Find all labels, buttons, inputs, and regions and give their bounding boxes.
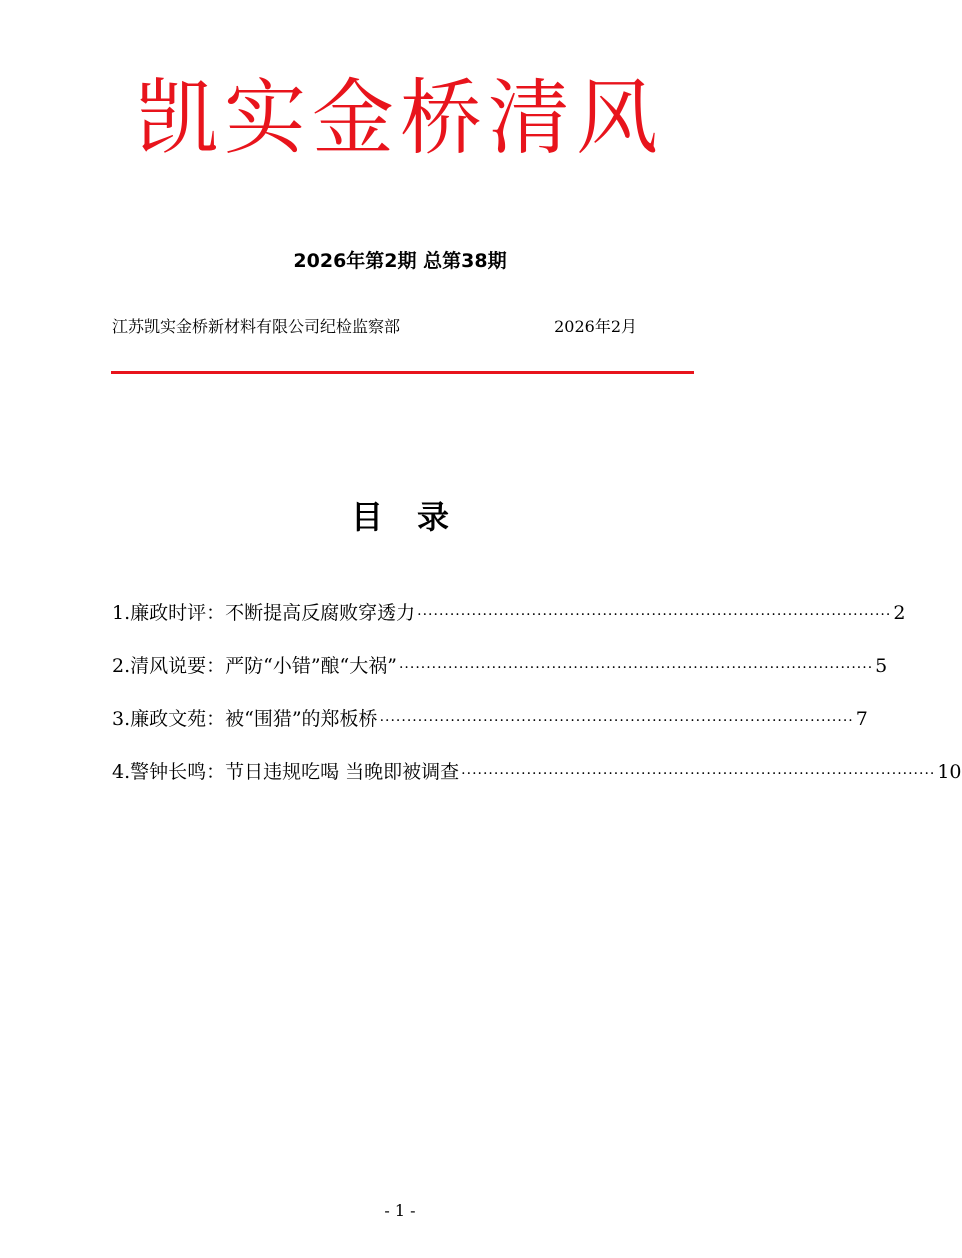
toc-entry-label: 3.廉政文苑：被“围猎”的郑板桥 [112, 708, 378, 730]
toc-entry-label: 4.警钟长鸣：节日违规吃喝 当晚即被调查 [112, 761, 460, 783]
publication-date: 2026年2月 [554, 317, 637, 336]
toc-entry-page: 2 [893, 602, 906, 624]
toc-leader-dots: ······················································································· [398, 660, 874, 676]
masthead-title: 凯实金桥清风 [135, 71, 664, 166]
toc-leader-dots: ······················································································· [461, 766, 936, 782]
page-number: - 1 - [384, 1201, 416, 1220]
publisher-name: 江苏凯实金桥新材料有限公司纪检监察部 [112, 317, 401, 336]
toc-leader-dots: ······················································································· [379, 713, 854, 729]
toc-entry[interactable] [112, 704, 868, 757]
toc-entry-page: 10 [937, 761, 962, 783]
toc-entry[interactable] [112, 757, 962, 810]
toc-entry[interactable] [112, 651, 888, 704]
toc-entry-page: 7 [855, 708, 868, 730]
toc-list [112, 598, 962, 810]
toc-entry-label: 1.廉政时评：不断提高反腐败穿透力 [112, 602, 416, 624]
toc-entry-label: 2.清风说要：严防“小错”酿“大祸” [112, 655, 397, 677]
header-red-rule [111, 371, 694, 374]
toc-entry-page: 5 [875, 655, 888, 677]
toc-title: 目录 [350, 498, 483, 536]
issue-line: 2026年第2期 总第38期 [293, 250, 507, 272]
toc-entry[interactable] [112, 598, 906, 651]
toc-leader-dots: ······················································································· [417, 607, 892, 623]
